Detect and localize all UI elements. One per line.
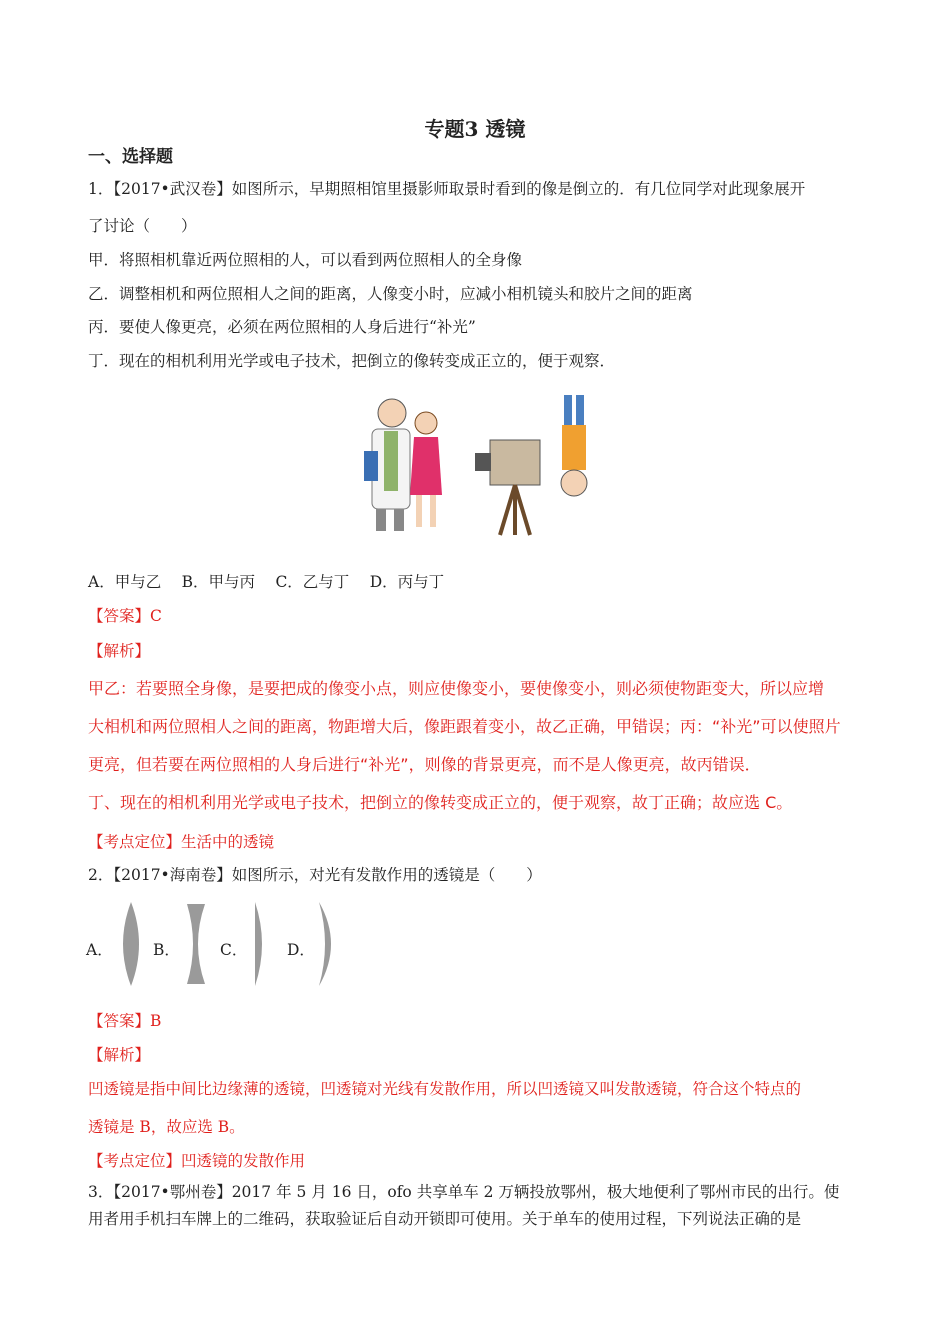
biconvex-lens-a: [123, 902, 139, 986]
q1-analysis-line: 甲乙：若要照全身像，是要把成的像变小点，则应使像变小，要使像变小，则必须使物距变大，所以应增: [88, 679, 825, 698]
q2-analysis-line: 透镜是 B，故应选 B。: [88, 1118, 245, 1136]
meniscus-lens-d: [319, 902, 331, 986]
upside-down-figure: [561, 395, 587, 496]
q1-analysis-label: 【解析】: [88, 642, 151, 660]
q3-stem: 3．【2017•鄂州卷】2017 年 5 月 16 日，ofo 共享单车 2 万辆投放鄂州，极大地便利了鄂州市民的出行。使: [88, 1183, 840, 1201]
q2-label-c: C．: [220, 941, 248, 959]
page-title: 专题3 透镜: [424, 117, 526, 141]
q2-label-d: D．: [287, 941, 315, 959]
q2-topic: 【考点定位】凹透镜的发散作用: [88, 1152, 306, 1170]
q1-item: 甲．将照相机靠近两位照相的人，可以看到两位照相人的全身像: [88, 251, 523, 269]
q2-label-a: A．: [86, 941, 113, 959]
q1-answer: 【答案】C: [88, 607, 162, 625]
q1-topic: 【考点定位】生活中的透镜: [88, 833, 275, 851]
q2-analysis-label: 【解析】: [88, 1046, 151, 1064]
lens-options-figure: [115, 898, 355, 990]
q1-item: 乙．调整相机和两位照相人之间的距离，人像变小时，应减小相机镜头和胶片之间的距离: [88, 285, 693, 303]
q1-analysis-line: 丁、现在的相机利用光学或电子技术，把倒立的像转变成正立的，便于观察，故丁正确；故应选 C。: [88, 793, 793, 812]
q3-stem-cont: 用者用手机扫车牌上的二维码，获取验证后自动开锁即可使用。关于单车的使用过程，下列说法正确的是: [88, 1210, 802, 1228]
q2-label-b: B．: [153, 941, 180, 959]
camera-illustration: [350, 385, 600, 540]
q1-analysis-line: 大相机和两位照相人之间的距离，物距增大后，像距跟着变小，故乙正确，甲错误；丙：“补光”可以使照片: [88, 717, 841, 736]
q2-analysis-line: 凹透镜是指中间比边缘薄的透镜，凹透镜对光线有发散作用，所以凹透镜又叫发散透镜，符合这个特点的: [88, 1080, 802, 1098]
q1-stem: 1．【2017•武汉卷】如图所示，早期照相馆里摄影师取景时看到的像是倒立的．有几位同学对此现象展开: [88, 180, 806, 198]
camera-on-tripod: [475, 440, 540, 535]
section-heading: 一、选择题: [88, 147, 173, 167]
q1-item: 丙．要使人像更亮，必须在两位照相的人身后进行“补光”: [88, 318, 476, 336]
q1-stem-cont: 了讨论（ ）: [88, 217, 197, 235]
plano-convex-lens-c: [255, 902, 262, 986]
biconcave-lens-b: [187, 904, 205, 984]
q1-item: 丁．现在的相机利用光学或电子技术，把倒立的像转变成正立的，便于观察．: [88, 352, 616, 370]
q1-analysis-line: 更亮，但若要在两位照相的人身后进行“补光”，则像的背景更亮，而不是人像更亮，故丙错误．: [88, 755, 761, 774]
q2-answer: 【答案】B: [88, 1012, 162, 1030]
q2-stem: 2．【2017•海南卷】如图所示，对光有发散作用的透镜是（ ）: [88, 866, 542, 884]
photographer-subjects-figure: [364, 399, 442, 531]
q1-options: A．甲与乙 B．甲与丙 C．乙与丁 D．丙与丁: [88, 573, 445, 591]
